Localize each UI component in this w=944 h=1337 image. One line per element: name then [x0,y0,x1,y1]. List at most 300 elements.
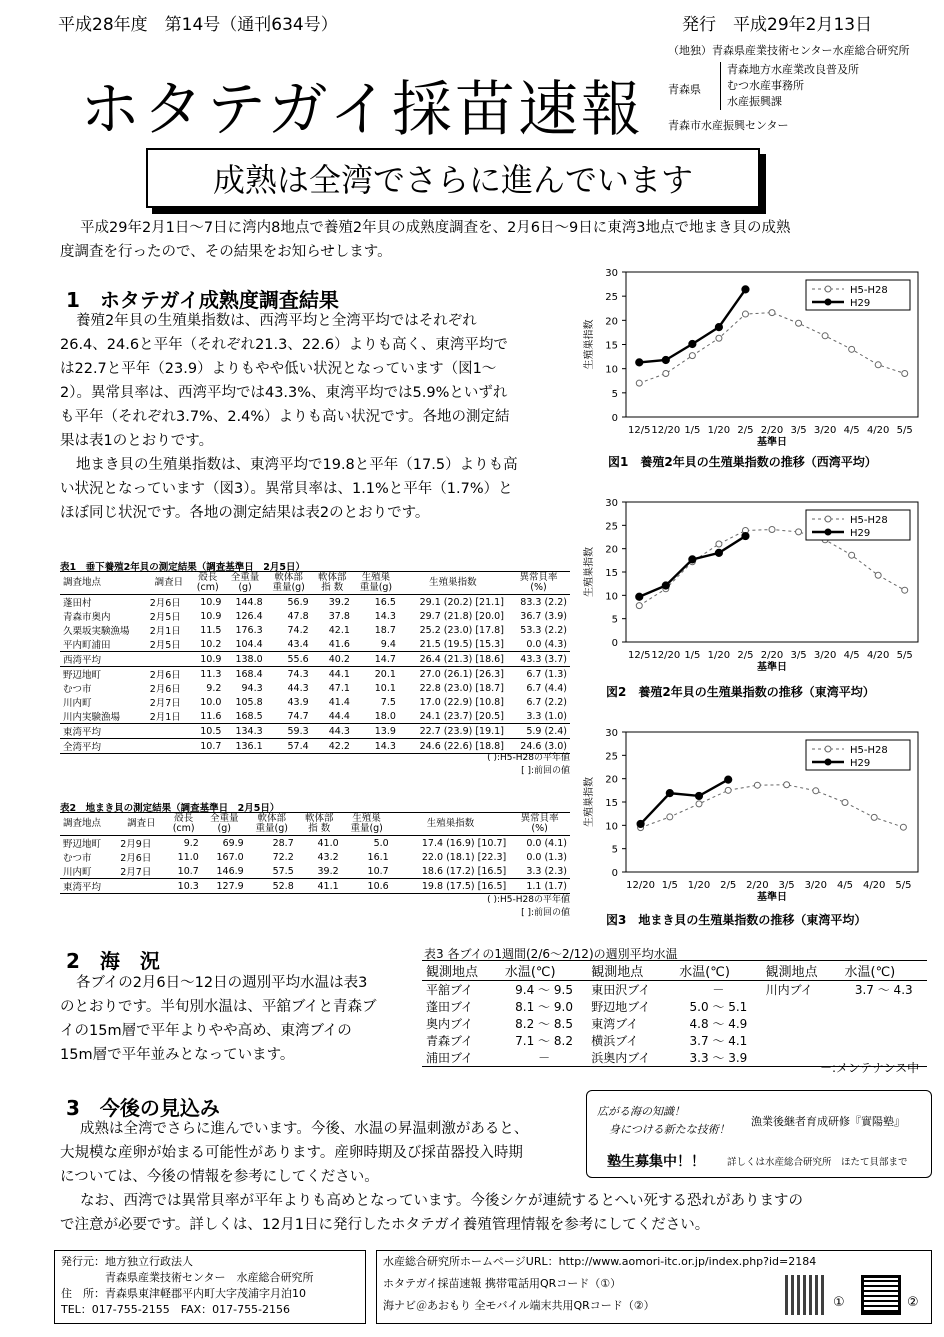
table-header-cell: 観測地点 [426,965,479,980]
table-cell: 3.3 (2.3) [526,865,567,877]
s1-line: も平年（それぞれ3.7%、2.4%）よりも高い状況です。各地の測定結 [60,409,510,425]
subtitle-box [146,148,760,208]
table-cell: 144.8 [235,596,263,608]
page-title: ホタテガイ採苗速報 [80,75,644,145]
table-header-cell: 調査日 [154,577,184,588]
table-header-cell: 軟体部 指 数 [304,813,334,834]
table-row [60,850,570,864]
table-cell: 東田沢ブイ [591,983,651,997]
series-line [639,530,904,606]
s2-line: 15m層で平年並みとなっています。 [60,1047,295,1063]
s1-line: 26.4、24.6と平年（それぞれ21.3、22.6）よりも高く、東湾平均で [60,337,508,353]
y-tick-label: 10 [605,364,618,376]
table-cell: 52.8 [272,880,294,892]
table-cell: 59.3 [287,725,309,737]
table-header-cell: 軟体部 重量(g) [272,572,305,593]
x-tick-label: 4/20 [866,425,890,436]
x-tick-label: 2/20 [760,425,784,436]
figure1-caption: 図1 養殖2年貝の生殖巣指数の推移（西湾平均） [608,455,877,469]
data-point [637,820,644,827]
data-point [822,333,828,339]
table-cell: 2月7日 [149,698,181,709]
table-cell: 14.7 [374,653,396,665]
qr-code-1[interactable] [785,1275,825,1315]
table-cell: 42.1 [328,624,350,636]
table-cell: 2月9日 [120,839,152,850]
table-cell [117,879,165,894]
table-cell: 3.3 ～ 3.9 [689,1051,748,1065]
table-cell: 8.1 ～ 9.0 [515,1000,573,1014]
x-tick-label: 5/5 [896,650,913,661]
x-tick-label: 12/20 [626,880,656,891]
table-cell: 57.4 [287,740,309,752]
table-cell: 2月6日 [149,684,181,695]
table-cell [841,998,928,1015]
s3-line: については、今後の情報を参考にしてください。 [60,1169,379,1185]
table-cell: 西湾平均 [63,655,102,666]
table-header-row [60,813,570,836]
x-tick-label: 5/5 [896,425,913,436]
table-cell: 浜奥内ブイ [591,1051,651,1065]
table-cell: 平舘ブイ [426,983,473,997]
table-cell: 72.2 [272,851,294,863]
y-tick-label: 15 [605,798,618,809]
table-cell: 28.7 [272,837,294,849]
table-cell: 9.2 [183,837,199,849]
table-row [60,667,570,682]
y-tick-label: 30 [605,268,618,279]
table-row [60,623,570,637]
table-cell: 青森ブイ [426,1034,473,1048]
y-tick-label: 25 [605,292,618,304]
table-cell [147,652,191,667]
ad-line: 身につける新たな技術！ [609,1123,730,1136]
footer-line: 発行元：地方独立行政法人 [61,1255,193,1268]
table-cell: 川内実験漁場 [63,712,121,723]
table-cell: 0.0 (4.3) [526,638,567,650]
table-cell: 11.0 [177,851,199,863]
table-cell: 17.0 (22.9) [10.8] [419,696,504,708]
figure2-chart [578,492,930,682]
table-cell: － [712,983,725,997]
table-cell: 奥内ブイ [426,1017,473,1031]
footer-line: 青森県産業技術センター 水産総合研究所 [105,1271,314,1284]
table-row [60,879,570,894]
issue-number: 平成28年度 第14号（通刊634号） [58,15,338,35]
table-cell: 7.1 ～ 8.2 [515,1034,573,1048]
data-point [754,782,760,788]
data-point [636,359,643,366]
s3-line: なお、西湾では異常貝率が平年よりも高めとなっています。今後シケが連続するとへい死する恐れがありますの [80,1193,803,1209]
table-cell: 53.3 (2.2) [520,624,567,636]
data-point [742,532,749,539]
table-cell: 川内町 [63,698,92,709]
intro-line: 度調査を行ったので、その結果をお知らせします。 [60,244,392,260]
x-tick-label: 3/20 [813,425,837,436]
table-cell: 69.9 [222,837,244,849]
table-cell: 168.4 [235,668,263,680]
x-axis-label: 基準日 [757,892,787,903]
subtitle: 成熟は全湾でさらに進んでいます [212,161,693,199]
table-cell: 9.2 [206,682,222,694]
table-header-cell: 全重量 (g) [230,572,260,593]
table-cell: 9.4 [380,638,396,650]
x-axis-label: 基準日 [757,437,787,448]
table-cell: 29.7 (21.8) [20.0] [419,610,504,622]
table-header-cell: 殻長 (cm) [196,572,219,593]
footer-publisher [54,1250,366,1324]
data-point [902,371,908,377]
legend-label: H29 [850,298,871,309]
table-cell: 105.8 [235,696,263,708]
table-row [422,981,927,999]
y-tick-label: 30 [605,498,618,509]
table-cell: 久栗坂実験漁場 [63,626,130,637]
table-cell: 10.6 [367,880,389,892]
org-city: 青森市水産振興センター [668,119,789,132]
table-header-cell: 水温(℃) [844,965,896,980]
table-row [60,836,570,851]
x-tick-label: 2/5 [737,650,754,661]
table-cell [147,724,191,739]
table-row [60,695,570,709]
table-cell: 41.1 [317,880,339,892]
y-tick-label: 5 [611,614,618,626]
table-header-cell: 水温(℃) [504,965,556,980]
series-line [639,536,745,597]
ad-line: 広がる海の知識！ [597,1105,685,1118]
table-cell: 167.0 [216,851,244,863]
section3-title: 3 今後の見込み [66,1096,220,1120]
data-point [900,824,906,830]
table-cell: 26.4 (21.3) [18.6] [419,653,504,665]
table-cell: 44.1 [328,668,350,680]
org-pref: 青森県 [668,83,701,96]
table-cell: 43.2 [317,851,339,863]
table-cell: 16.1 [367,851,389,863]
table-cell: 6.7 (4.4) [526,682,567,694]
table-cell: 10.7 [177,865,199,877]
s2-line: イの15m層で平年よりやや高め、東湾ブイの [60,1023,352,1039]
table-row [422,998,927,1015]
x-tick-label: 12/5 [628,425,651,436]
table-row [60,864,570,879]
table-cell: 14.3 [374,740,396,752]
data-point [796,529,802,535]
legend-label: H5-H28 [850,285,888,296]
section1-body [60,309,590,525]
table1-caption: 表1 垂下養殖2年貝の測定結果（調査基準日 2月5日） [60,562,305,573]
table-header-cell: 生殖巣指数 [426,818,475,829]
s1-line: は22.7と平年（23.9）よりもやや低い状況となっています（図1～ [60,361,497,377]
table-row [60,652,570,667]
y-tick-label: 10 [605,821,618,833]
s2-line: のとおりです。半旬別水温は、平舘ブイと青森ブ [60,999,377,1015]
legend-label: H29 [850,758,871,769]
table-cell: 青森市奥内 [63,612,111,623]
table1-note: [ ]:前回の値 [521,766,570,776]
table-cell: 134.3 [235,725,263,737]
table-cell: 74.3 [287,668,309,680]
legend-label: H5-H28 [850,515,888,526]
legend-marker [825,286,831,292]
x-tick-label: 12/20 [651,425,681,436]
x-tick-label: 1/20 [707,650,731,661]
table-cell: 東湾ブイ [591,1017,639,1031]
table-cell: 22.7 (23.9) [19.1] [419,725,504,737]
table1-note: ( ):H5-H28の平年値 [487,753,570,763]
table-cell: 74.7 [287,710,309,722]
y-tick-label: 0 [611,638,618,649]
table-cell: 24.6 (3.0) [520,740,567,752]
table-cell: 2月1日 [149,712,181,723]
y-tick-label: 20 [605,544,618,556]
y-tick-label: 25 [605,521,618,533]
table-row [422,1032,927,1049]
table1 [60,571,570,754]
table-cell: 東湾平均 [63,882,102,893]
table-cell: 10.9 [200,610,222,622]
table-header-cell: 生殖巣 重量(g) [359,572,393,593]
table-cell: 6.7 (2.2) [526,696,567,708]
y-tick-label: 20 [605,316,618,328]
table-cell: 10.7 [367,865,389,877]
table-cell: 104.4 [235,638,263,650]
legend-marker [825,529,831,535]
table-cell: 19.8 (17.5) [16.5] [421,880,507,892]
table-cell: 146.9 [216,865,244,877]
table-cell: 22.8 (23.0) [18.7] [419,682,504,694]
table-header-cell: 調査日 [127,818,156,829]
table-cell: 5.9 (2.4) [526,725,567,737]
table-cell: 138.0 [235,653,263,665]
table-row [60,637,570,652]
table-cell: 浦田ブイ [426,1051,473,1065]
table-header-cell: 全重量 (g) [210,813,239,834]
table-cell: 16.5 [374,596,396,608]
table-cell: むつ市 [63,853,92,864]
data-point [769,310,775,316]
data-point [842,799,848,805]
table-cell: 43.4 [287,638,309,650]
section2-title: 2 海 況 [66,949,160,973]
table-cell: 3.7 ～ 4.1 [689,1034,748,1048]
figure3-caption: 図3 地まき貝の生殖巣指数の推移（東湾平均） [606,913,867,927]
table-header-cell: 水温(℃) [679,965,730,980]
table-cell: 20.1 [374,668,396,680]
x-tick-label: 3/5 [790,650,807,661]
table-cell: 2月1日 [149,626,181,637]
x-tick-label: 2/5 [737,425,754,436]
data-point [689,556,696,563]
table-cell: 8.2 ～ 8.5 [515,1017,573,1031]
data-point [716,541,722,547]
legend-marker [825,516,831,522]
qr2-label: ② [907,1295,919,1310]
table2 [60,812,570,894]
ad-recruit: 塾生募集中！！ [607,1154,705,1170]
table-cell: 22.0 (18.1) [22.3] [421,851,507,863]
y-tick-label: 15 [605,340,618,352]
table2-note: ( ):H5-H28の平年値 [487,895,570,905]
table-header-cell: 調査地点 [63,577,102,588]
qr-code-2[interactable] [861,1275,901,1315]
data-point [849,552,855,558]
table-cell: 10.1 [374,682,396,694]
table-cell: 10.9 [200,653,222,665]
table-row [60,709,570,724]
table-cell: 10.7 [200,740,222,752]
table-cell: 平内町浦田 [63,640,111,651]
data-point [715,324,722,331]
x-tick-label: 3/5 [778,880,795,891]
legend-marker [825,299,831,305]
series-line [641,780,729,824]
table-cell: 47.8 [287,610,309,622]
series-line [639,313,904,384]
intro-line: 平成29年2月1日～7日に湾内8地点で養殖2年貝の成熟度調査を、2月6日～9日に東湾3地点で地まき貝の成熟 [80,220,791,236]
qr1-label: ① [833,1295,845,1310]
data-point [725,787,731,793]
table-cell: 11.6 [200,710,222,722]
section2-body [60,971,430,1067]
table-header-row [422,961,927,981]
table-cell: 36.7 (3.9) [520,610,567,622]
table-cell: 168.5 [235,710,263,722]
footer-line: 住 所：青森県東津軽郡平内町大字茂浦字月泊10 [61,1287,306,1300]
table-cell: 5.0 [373,837,389,849]
table-cell: 56.9 [287,596,309,608]
table2-note: [ ]:前回の値 [521,908,570,918]
table-cell: 18.7 [374,624,396,636]
table-cell: 55.6 [287,653,309,665]
table-cell: 39.2 [317,865,339,877]
table-cell [762,1015,841,1032]
table-cell: 43.9 [287,696,309,708]
org-item: むつ水産事務所 [727,79,804,92]
ad-detail: 詳しくは水産総合研究所 ほたて貝部まで [727,1157,908,1168]
table-cell: 25.2 (23.0) [17.8] [419,624,504,636]
table-cell: 川内町 [63,867,92,878]
y-tick-label: 25 [605,751,618,763]
table-cell: 43.3 (3.7) [520,653,567,665]
footer-line: 海ナビ＠あおもり 全モバイル端末共用QRコード（②） [383,1299,655,1312]
table-cell: 2月7日 [120,867,152,878]
data-point [725,776,732,783]
data-point [715,549,722,556]
table-header-cell: 殻長 (cm) [172,813,195,834]
y-tick-label: 30 [605,728,618,739]
table-header-cell: 異常貝率 (%) [520,813,559,834]
table-cell: 2月5日 [149,640,181,651]
data-point [696,801,702,807]
table-cell: 野辺地町 [63,839,102,850]
s3-line: 成熟は全湾でさらに進んでいます。今後、水温の昇温刺激があると、 [80,1121,529,1137]
publish-date: 発行 平成29年2月13日 [682,15,873,35]
org-item: 青森地方水産業改良普及所 [727,63,859,76]
intro-paragraph [60,216,920,264]
y-tick-label: 5 [611,844,618,856]
table-cell: 野辺地ブイ [591,1000,651,1014]
s1-line: ほぼ同じ状況です。各地の測定結果は表2のとおりです。 [60,505,430,521]
table-cell: 11.3 [200,668,222,680]
table-cell: 18.6 (17.2) [16.5] [421,865,507,877]
table-cell: 蓬田村 [63,598,92,609]
x-tick-label: 1/5 [661,880,678,891]
data-point [667,814,673,820]
table-cell: 136.1 [235,740,263,752]
data-point [849,346,855,352]
x-tick-label: 3/20 [813,650,837,661]
table-cell: 126.4 [235,610,263,622]
table-header-cell: 観測地点 [591,965,644,980]
data-point [662,356,669,363]
y-axis-label: 生殖巣指数 [584,319,595,370]
data-point [716,335,722,341]
table-cell [762,998,841,1015]
data-point [742,286,749,293]
table-row [60,595,570,610]
x-tick-label: 5/5 [895,880,912,891]
table-cell: 29.1 (20.2) [21.1] [419,596,504,608]
table-row [422,1015,927,1032]
table-cell: 9.4 ～ 9.5 [515,983,573,997]
data-point [636,603,642,609]
homepage-url[interactable]: 水産総合研究所ホームページURL：http://www.aomori-itc.or.jp/index.php?id=2184 [383,1255,817,1268]
legend-marker [825,759,831,765]
table-cell: 39.2 [328,596,350,608]
data-point [871,814,877,820]
table-cell: 10.3 [177,880,199,892]
x-tick-label: 3/5 [790,425,807,436]
table-cell: 41.6 [328,638,350,650]
y-tick-label: 5 [611,388,618,400]
y-tick-label: 0 [611,413,618,424]
data-point [769,527,775,533]
data-point [695,792,702,799]
table-row [60,724,570,739]
s3-line: で注意が必要です。詳しくは、12月1日に発行したホタテガイ養殖管理情報を参考にしてください。 [60,1217,710,1233]
x-tick-label: 12/5 [628,650,651,661]
table-cell: 7.5 [380,696,396,708]
table1-notes [60,752,570,778]
table-cell: 40.2 [328,653,350,665]
legend-marker [825,746,831,752]
table-cell: 東湾平均 [63,727,102,738]
org-line: （地独）青森県産業技術センター水産総合研究所 [668,44,910,57]
table-cell: 全湾平均 [63,742,102,753]
data-point [742,311,748,317]
table-header-cell: 異常貝率 (%) [519,572,558,593]
table-cell: 10.5 [200,725,222,737]
y-tick-label: 15 [605,568,618,579]
table-cell: 3.7 ～ 4.3 [854,983,913,997]
legend-label: H5-H28 [850,745,888,756]
legend-label: H29 [850,528,871,539]
data-point [902,587,908,593]
x-tick-label: 2/5 [720,880,737,891]
org-pref-list [720,62,859,110]
table-cell: 37.8 [328,610,350,622]
footer-links [376,1250,932,1324]
footer-line: TEL：017-755-2155 FAX：017-755-2156 [61,1303,291,1316]
table-cell [762,1032,841,1049]
ad-course: 漁業後継者育成研修『實陽塾』 [751,1115,905,1128]
x-tick-label: 1/5 [684,425,701,436]
x-tick-label: 4/5 [836,880,854,891]
s1-line: 養殖2年貝の生殖巣指数は、西湾平均と全湾平均ではそれぞれ [76,313,477,329]
table-cell: 2月6日 [120,853,152,864]
